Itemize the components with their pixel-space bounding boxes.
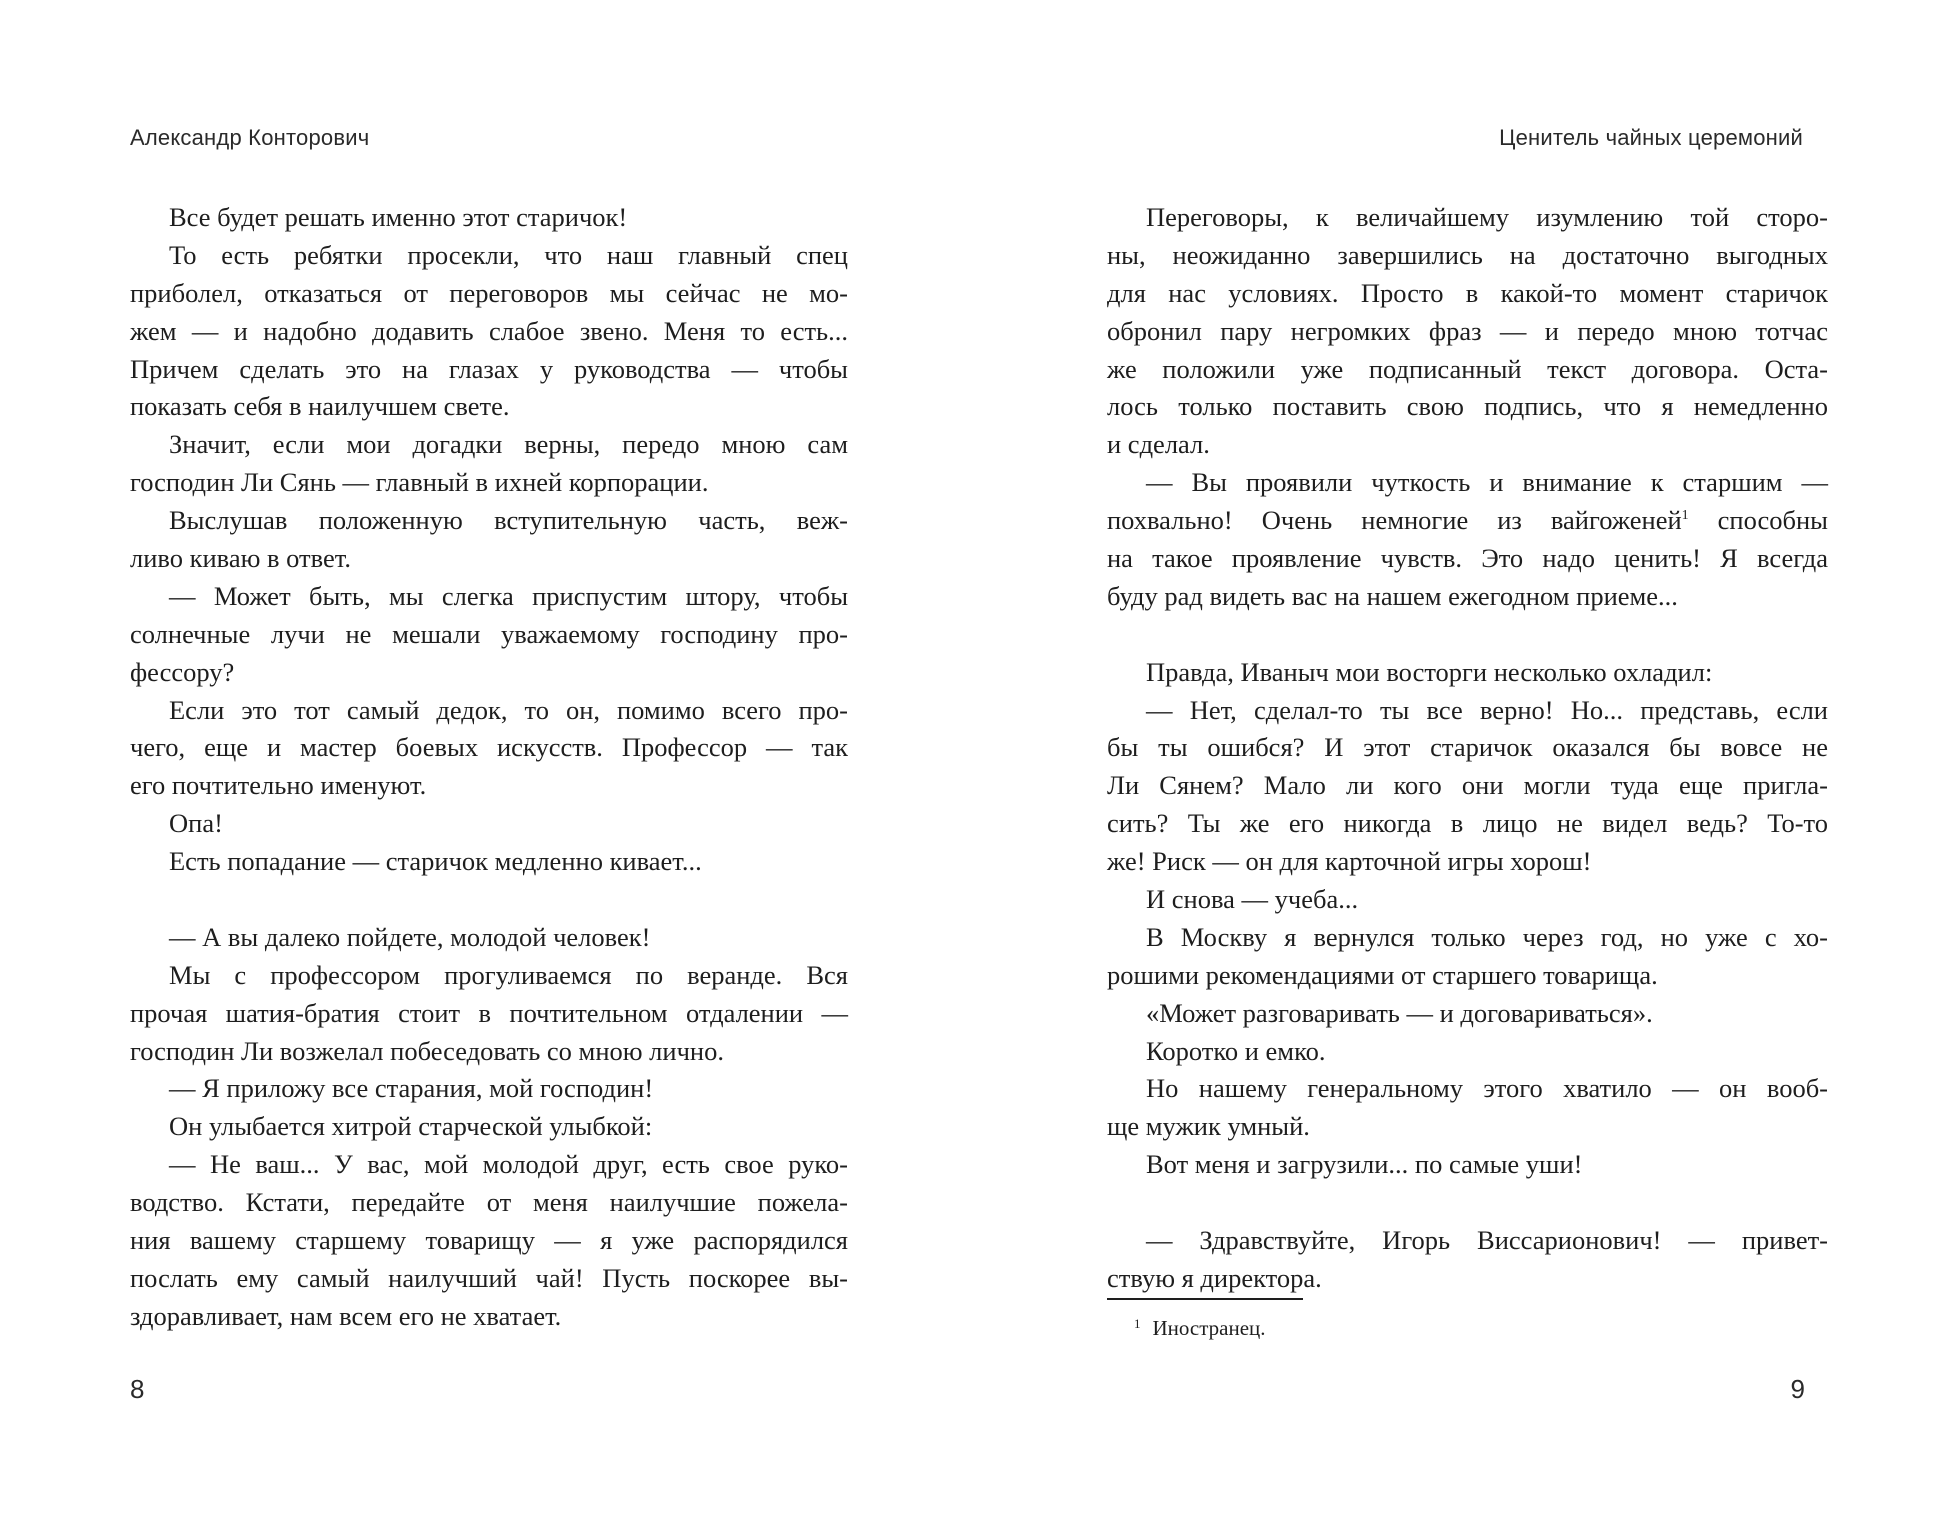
text-line: И снова — учеба... xyxy=(1146,884,1359,915)
text-fragment: способны xyxy=(1688,505,1828,536)
text-line: водство. Кстати, передайте от меня наилучшие пожела- xyxy=(130,1187,848,1218)
text-line: Причем сделать это на глазах у руководства — чтобы xyxy=(130,353,848,384)
text-line: приболел, отказаться от переговоров мы сейчас не мо- xyxy=(130,277,848,308)
left-page-body xyxy=(130,199,848,1336)
text-line: здоравливает, нам всем его не хватает. xyxy=(130,1300,562,1331)
text-line: Есть попадание — старичок медленно кивает... xyxy=(169,846,702,877)
text-line: Опа! xyxy=(169,808,223,839)
right-page xyxy=(973,0,1946,1520)
text-line: прочая шатия-братия стоит в почтительном отдалении — xyxy=(130,997,848,1028)
footnote-text: Иностранец. xyxy=(1152,1316,1266,1340)
text-line: господин Ли возжелал побеседовать со мною лично. xyxy=(130,1035,724,1066)
text-line xyxy=(1107,502,1828,540)
blank-line xyxy=(130,881,848,919)
text-line: — А вы далеко пойдете, молодой человек! xyxy=(169,921,651,952)
text-line: же! Риск — он для карточной игры хорош! xyxy=(1107,846,1592,877)
text-line: ния вашему старшему товарищу — я уже распорядился xyxy=(130,1225,848,1256)
text-line: — Нет, сделал-то ты все верно! Но... представь, если xyxy=(1146,694,1828,725)
text-line: — Я приложу все старания, мой господин! xyxy=(169,1073,654,1104)
text-line: послать ему самый наилучший чай! Пусть поскорее вы- xyxy=(130,1262,848,1293)
text-line: В Москву я вернулся только через год, но уже с хо- xyxy=(1146,921,1828,952)
text-line: Мы с профессором прогуливаемся по веранде. Вся xyxy=(169,959,848,990)
text-line: обронил пару негромких фраз — и передо мною тотчас xyxy=(1107,315,1828,346)
page-number: 9 xyxy=(1790,1374,1805,1404)
running-head-author: Александр Конторович xyxy=(130,125,370,150)
text-line: Все будет решать именно этот старичок! xyxy=(169,202,628,232)
footnote-number: 1 xyxy=(1134,1316,1141,1331)
text-line: буду рад видеть вас на нашем ежегодном приеме... xyxy=(1107,580,1678,611)
text-fragment: похвально! Очень немногие из вайгоженей xyxy=(1107,505,1682,536)
text-line: жем — и надобно додавить слабое звено. Меня то есть... xyxy=(130,315,848,346)
text-line: бы ты ошибся? И этот старичок оказался бы вовсе не xyxy=(1107,732,1828,763)
text-line: — Может быть, мы слегка приспустим штору, чтобы xyxy=(169,580,848,611)
text-line: чего, еще и мастер боевых искусств. Профессор — так xyxy=(130,732,848,763)
text-line: Выслушав положенную вступительную часть, веж- xyxy=(169,505,848,536)
text-line: Значит, если мои догадки верны, передо мною сам xyxy=(169,429,848,460)
text-line: же положили уже подписанный текст договора. Оста- xyxy=(1107,353,1828,384)
footnote xyxy=(1134,1316,1266,1341)
blank-line xyxy=(1107,616,1828,654)
text-line: То есть ребятки просекли, что наш главный спец xyxy=(169,239,848,270)
blank-line xyxy=(1107,1184,1828,1222)
text-line: Если это тот самый дедок, то он, помимо всего про- xyxy=(169,694,848,725)
running-head-title: Ценитель чайных церемоний xyxy=(1499,125,1803,150)
right-page-body xyxy=(1107,199,1828,1298)
text-line: сить? Ты же его никогда в лицо не видел ведь? То-то xyxy=(1107,808,1828,839)
text-line: и сделал. xyxy=(1107,429,1210,460)
text-line: — Вы проявили чуткость и внимание к старшим — xyxy=(1146,467,1828,498)
text-line: Правда, Иваныч мои восторги несколько охладил: xyxy=(1146,656,1713,687)
text-line: показать себя в наилучшем свете. xyxy=(130,391,510,422)
text-line: лось только поставить свою подпись, что я немедленно xyxy=(1107,391,1828,422)
footnote-reference: 1 xyxy=(1681,508,1689,524)
text-line: Но нашему генеральному этого хватило — он вооб- xyxy=(1146,1073,1828,1104)
page-number: 8 xyxy=(130,1374,145,1404)
text-line: — Здравствуйте, Игорь Виссарионович! — привет- xyxy=(1146,1225,1828,1256)
text-line: ны, неожиданно завершились на достаточно выгодных xyxy=(1107,239,1828,270)
text-line: ливо киваю в ответ. xyxy=(130,543,351,574)
text-line: его почтительно именуют. xyxy=(130,770,427,801)
footnote-divider xyxy=(1107,1298,1303,1300)
text-line: «Может разговаривать — и договариваться». xyxy=(1146,997,1653,1028)
text-line: для нас условиях. Просто в какой-то момент старичок xyxy=(1107,277,1828,308)
text-line: на такое проявление чувств. Это надо ценить! Я всегда xyxy=(1107,543,1828,574)
text-line: ствую я директора. xyxy=(1107,1262,1322,1293)
text-line: Ли Сянем? Мало ли кого они могли туда еще пригла- xyxy=(1107,770,1828,801)
text-line: Переговоры, к величайшему изумлению той сторо- xyxy=(1146,202,1828,232)
text-line: Он улыбается хитрой старческой улыбкой: xyxy=(169,1111,653,1142)
text-line: — Не ваш... У вас, мой молодой друг, есть свое руко- xyxy=(169,1149,848,1180)
text-line: рошими рекомендациями от старшего товарища. xyxy=(1107,959,1658,990)
text-line: Коротко и емко. xyxy=(1146,1035,1326,1066)
text-line: солнечные лучи не мешали уважаемому господину про- xyxy=(130,618,848,649)
text-line: ще мужик умный. xyxy=(1107,1111,1310,1142)
text-line: Вот меня и загрузили... по самые уши! xyxy=(1146,1149,1583,1180)
text-line: господин Ли Сянь — главный в ихней корпорации. xyxy=(130,467,709,498)
text-line: фессору? xyxy=(130,656,235,687)
